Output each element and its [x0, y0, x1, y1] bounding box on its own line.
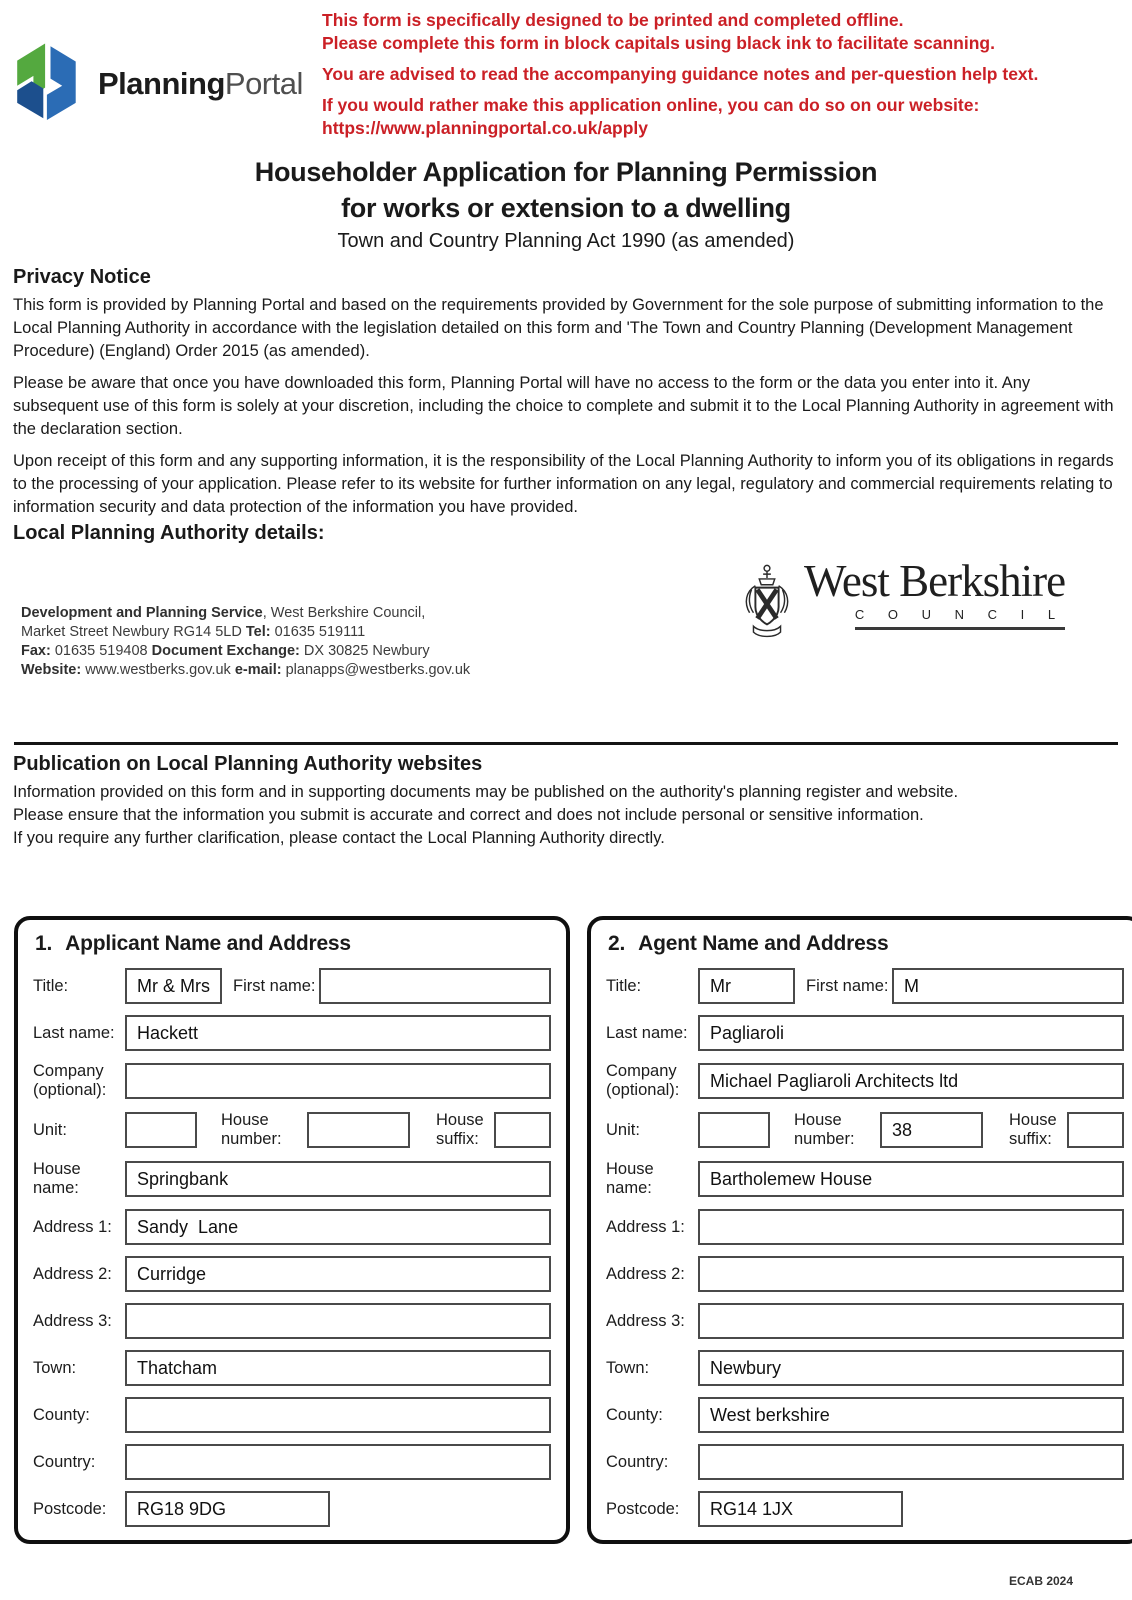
applicant-town-label: Town:	[33, 1358, 77, 1377]
agent-last-name-row	[606, 1015, 1124, 1051]
lpa-council-name: , West Berkshire Council,	[262, 605, 426, 621]
lpa-street: Market Street Newbury RG14 5LD	[21, 624, 246, 640]
agent-unit-row	[606, 1111, 1124, 1149]
planning-portal-logo	[10, 36, 303, 132]
notice-line-3: You are advised to read the accompanying guidance notes and per-question help text.	[322, 64, 1039, 84]
form-version-code: ECAB 2024	[1009, 1574, 1074, 1588]
applicant-title-field[interactable]	[125, 968, 222, 1004]
agent-company-field[interactable]	[698, 1063, 1124, 1099]
agent-last-name-label: Last name:	[606, 1023, 688, 1042]
agent-last-name-field[interactable]	[698, 1015, 1124, 1051]
lpa-dx-value: DX 30825 Newbury	[299, 643, 430, 659]
applicant-company-row	[33, 1062, 551, 1100]
agent-title-row	[606, 968, 1124, 1004]
publication-line-2: Please ensure that the information you submit is accurate and correct and does not include personal or sensitive information.	[13, 806, 924, 824]
agent-postcode-value: RG14 1JX	[710, 1498, 794, 1519]
planning-portal-logo-icon	[10, 36, 82, 132]
applicant-house-name-row	[33, 1160, 551, 1198]
agent-company-value: Michael Pagliaroli Architects ltd	[710, 1070, 959, 1091]
applicant-section-number: 1.	[35, 932, 53, 955]
applicant-section-title: Applicant Name and Address	[65, 932, 351, 955]
lpa-website-label: Website:	[21, 662, 82, 678]
applicant-house-number-field[interactable]	[307, 1112, 410, 1148]
applicant-unit-row	[33, 1111, 551, 1149]
agent-house-suffix-field[interactable]	[1067, 1112, 1124, 1148]
agent-company-label-line2: (optional):	[606, 1081, 680, 1099]
applicant-company-label-line1: Company	[33, 1062, 104, 1080]
applicant-house-name-label	[33, 1160, 125, 1198]
agent-title-label: Title:	[606, 976, 642, 995]
applicant-company-label	[33, 1062, 125, 1100]
notice-paragraph-2	[322, 63, 1122, 86]
agent-house-name-row	[606, 1160, 1124, 1198]
brand-light: Portal	[224, 66, 303, 101]
applicant-town-row	[33, 1350, 551, 1386]
applicant-address1-label: Address 1:	[33, 1217, 112, 1236]
form-title-line-1: Householder Application for Planning Permission	[254, 157, 878, 187]
agent-postcode-label: Postcode:	[606, 1499, 680, 1518]
privacy-notice-section	[13, 266, 1119, 528]
offline-notice-block	[322, 9, 1122, 148]
form-title-block	[0, 154, 1132, 253]
applicant-unit-field[interactable]	[125, 1112, 197, 1148]
agent-first-name-label: First name:	[806, 976, 889, 995]
notice-apply-url: https://www.planningportal.co.uk/apply	[322, 118, 649, 138]
agent-house-name-label-line2: name:	[606, 1179, 652, 1197]
agent-town-label: Town:	[606, 1358, 650, 1377]
applicant-house-number-label-line1: House	[221, 1111, 269, 1129]
wb-name-west: West	[804, 556, 889, 606]
agent-county-field[interactable]	[698, 1397, 1124, 1433]
applicant-country-label: Country:	[33, 1452, 96, 1471]
applicant-title-value: Mr & Mrs	[137, 975, 210, 996]
applicant-first-name-field[interactable]	[319, 968, 551, 1004]
agent-address2-row	[606, 1256, 1124, 1292]
publication-line-1: Information provided on this form and in supporting documents may be published on the authority's planning register and website.	[13, 783, 959, 801]
agent-town-row	[606, 1350, 1124, 1386]
applicant-postcode-value: RG18 9DG	[137, 1498, 227, 1519]
notice-paragraph-1	[322, 9, 1122, 55]
notice-line-4: If you would rather make this application online, you can do so on our website:	[322, 95, 980, 115]
lpa-line-1	[21, 604, 470, 623]
lpa-fax-number: 01635 519408	[50, 643, 152, 659]
lpa-email-label: e-mail:	[234, 662, 282, 678]
west-berkshire-council-logo	[738, 558, 1065, 650]
lpa-website-url: www.westberks.gov.uk	[81, 662, 235, 678]
agent-last-name-value: Pagliaroli	[710, 1022, 785, 1043]
agent-house-number-label-line1: House	[794, 1111, 842, 1129]
notice-line-1: This form is specifically designed to be printed and completed offline.	[322, 10, 904, 30]
applicant-postcode-field[interactable]	[125, 1491, 330, 1527]
lpa-line-2	[21, 623, 470, 642]
wb-council-label: C O U N C I L	[855, 605, 1065, 630]
privacy-notice-heading: Privacy Notice	[13, 266, 151, 288]
lpa-fax-label: Fax:	[21, 643, 51, 659]
notice-line-2: Please complete this form in block capitals using black ink to facilitate scanning.	[322, 33, 995, 53]
applicant-section-box	[14, 916, 570, 1544]
applicant-address3-field[interactable]	[125, 1303, 551, 1339]
applicant-last-name-field[interactable]	[125, 1015, 551, 1051]
applicant-house-suffix-label	[436, 1111, 494, 1149]
applicant-county-field[interactable]	[125, 1397, 551, 1433]
agent-address3-field[interactable]	[698, 1303, 1124, 1339]
applicant-last-name-value: Hackett	[137, 1022, 199, 1043]
applicant-house-suffix-label-line1: House	[436, 1111, 484, 1129]
applicant-town-field[interactable]	[125, 1350, 551, 1386]
agent-unit-field[interactable]	[698, 1112, 770, 1148]
agent-house-name-field[interactable]	[698, 1161, 1124, 1197]
agent-section-number: 2.	[608, 932, 626, 955]
privacy-paragraph-3: Upon receipt of this form and any supporting information, it is the responsibility of the Local Planning Authority to inform you of its obligations in regards to the processing of your application. Please refer to its website for further information on any legal, regulatory and commercial requirements relating to information security and data protection of the information you have provided.	[13, 452, 1114, 516]
agent-county-label: County:	[606, 1405, 663, 1424]
form-title-line-2: for works or extension to a dwelling	[341, 193, 791, 223]
agent-address1-row	[606, 1209, 1124, 1245]
publication-heading: Publication on Local Planning Authority websites	[13, 753, 483, 775]
agent-house-suffix-label	[1009, 1111, 1067, 1149]
applicant-house-number-label-line2: number:	[221, 1130, 282, 1148]
agent-unit-label: Unit:	[606, 1120, 640, 1139]
applicant-address2-row	[33, 1256, 551, 1292]
name-address-forms	[14, 916, 1118, 1544]
applicant-title-row	[33, 968, 551, 1004]
agent-address2-label: Address 2:	[606, 1264, 685, 1283]
lpa-tel-label: Tel:	[245, 624, 271, 640]
applicant-address1-row	[33, 1209, 551, 1245]
lpa-email-address: planapps@westberks.gov.uk	[281, 662, 471, 678]
agent-postcode-field[interactable]	[698, 1491, 903, 1527]
agent-country-row	[606, 1444, 1124, 1480]
applicant-house-suffix-field[interactable]	[494, 1112, 551, 1148]
agent-title-field[interactable]	[698, 968, 795, 1004]
agent-first-name-value: M	[904, 975, 919, 996]
applicant-country-field[interactable]	[125, 1444, 551, 1480]
publication-section	[13, 753, 1119, 850]
applicant-company-field[interactable]	[125, 1063, 551, 1099]
agent-section-box	[587, 916, 1132, 1544]
applicant-house-name-value: Springbank	[137, 1168, 229, 1189]
brand-bold: Planning	[98, 66, 225, 101]
applicant-first-name-label: First name:	[233, 976, 316, 995]
privacy-paragraph-2: Please be aware that once you have downloaded this form, Planning Portal will have no access to the form or the data you enter into it. Any subsequent use of this form is solely at your discretion, including the choice to complete and submit it to the Local Planning Authority in agreement with the declaration section.	[13, 374, 1114, 438]
lpa-details-heading: Local Planning Authority details:	[13, 522, 325, 544]
planning-portal-wordmark	[98, 66, 303, 102]
agent-country-field[interactable]	[698, 1444, 1124, 1480]
agent-house-number-label	[794, 1111, 880, 1149]
agent-house-name-value: Bartholemew House	[710, 1168, 873, 1189]
lpa-service-name: Development and Planning Service	[21, 605, 263, 621]
applicant-house-name-label-line1: House	[33, 1160, 81, 1178]
applicant-address1-value: Sandy Lane	[137, 1216, 239, 1237]
agent-postcode-row	[606, 1491, 1124, 1527]
lpa-dx-label: Document Exchange:	[151, 643, 300, 659]
agent-house-name-label	[606, 1160, 698, 1198]
applicant-house-name-label-line2: name:	[33, 1179, 79, 1197]
agent-house-number-label-line2: number:	[794, 1130, 855, 1148]
lpa-line-4	[21, 661, 470, 680]
applicant-address3-label: Address 3:	[33, 1311, 112, 1330]
west-berkshire-crest-icon	[738, 562, 796, 650]
agent-house-name-label-line1: House	[606, 1160, 654, 1178]
agent-company-label	[606, 1062, 698, 1100]
agent-address3-row	[606, 1303, 1124, 1339]
applicant-postcode-label: Postcode:	[33, 1499, 107, 1518]
notice-paragraph-3	[322, 94, 1122, 140]
lpa-line-3	[21, 642, 470, 661]
publication-line-3: If you require any further clarification, please contact the Local Planning Authority directly.	[13, 829, 665, 847]
agent-house-number-value: 38	[892, 1119, 913, 1140]
agent-county-row	[606, 1397, 1124, 1433]
form-title-act: Town and Country Planning Act 1990 (as amended)	[337, 230, 795, 252]
applicant-address2-value: Curridge	[137, 1263, 207, 1284]
agent-company-label-line1: Company	[606, 1062, 677, 1080]
applicant-house-name-field[interactable]	[125, 1161, 551, 1197]
applicant-address2-label: Address 2:	[33, 1264, 112, 1283]
applicant-title-label: Title:	[33, 976, 69, 995]
applicant-last-name-row	[33, 1015, 551, 1051]
applicant-company-label-line2: (optional):	[33, 1081, 107, 1099]
applicant-section-heading	[35, 932, 551, 956]
section-divider-line	[14, 742, 1118, 745]
agent-section-title: Agent Name and Address	[638, 932, 889, 955]
agent-country-label: Country:	[606, 1452, 669, 1471]
agent-town-value: Newbury	[710, 1357, 782, 1378]
applicant-house-suffix-label-line2: suffix:	[436, 1130, 479, 1148]
agent-first-name-field[interactable]	[892, 968, 1124, 1004]
agent-company-row	[606, 1062, 1124, 1100]
applicant-postcode-row	[33, 1491, 551, 1527]
agent-address1-label: Address 1:	[606, 1217, 685, 1236]
applicant-house-number-label	[221, 1111, 307, 1149]
agent-county-value: West berkshire	[710, 1404, 830, 1425]
agent-address2-field[interactable]	[698, 1256, 1124, 1292]
applicant-last-name-label: Last name:	[33, 1023, 115, 1042]
west-berkshire-wordmark	[804, 558, 1065, 630]
lpa-contact-details	[21, 604, 470, 680]
agent-town-field[interactable]	[698, 1350, 1124, 1386]
applicant-unit-label: Unit:	[33, 1120, 67, 1139]
applicant-address2-field[interactable]	[125, 1256, 551, 1292]
applicant-address3-row	[33, 1303, 551, 1339]
applicant-address1-field[interactable]	[125, 1209, 551, 1245]
agent-house-suffix-label-line1: House	[1009, 1111, 1057, 1129]
agent-address3-label: Address 3:	[606, 1311, 685, 1330]
applicant-county-row	[33, 1397, 551, 1433]
agent-title-value: Mr	[710, 975, 731, 996]
west-berkshire-name	[804, 558, 1065, 604]
agent-section-heading	[608, 932, 1124, 956]
agent-house-number-field[interactable]	[880, 1112, 983, 1148]
applicant-county-label: County:	[33, 1405, 90, 1424]
agent-address1-field[interactable]	[698, 1209, 1124, 1245]
agent-house-suffix-label-line2: suffix:	[1009, 1130, 1052, 1148]
wb-name-berkshire: Berkshire	[899, 556, 1066, 606]
lpa-tel-number: 01635 519111	[270, 624, 366, 640]
privacy-paragraph-1: This form is provided by Planning Portal and based on the requirements provided by Government for the sole purpose of submitting information to the Local Planning Authority in accordance with the legislation detailed on this form and 'The Town and Country Planning (Development Management Procedure) (England) Order 2015 (as amended).	[13, 296, 1104, 360]
applicant-country-row	[33, 1444, 551, 1480]
applicant-town-value: Thatcham	[137, 1357, 218, 1378]
